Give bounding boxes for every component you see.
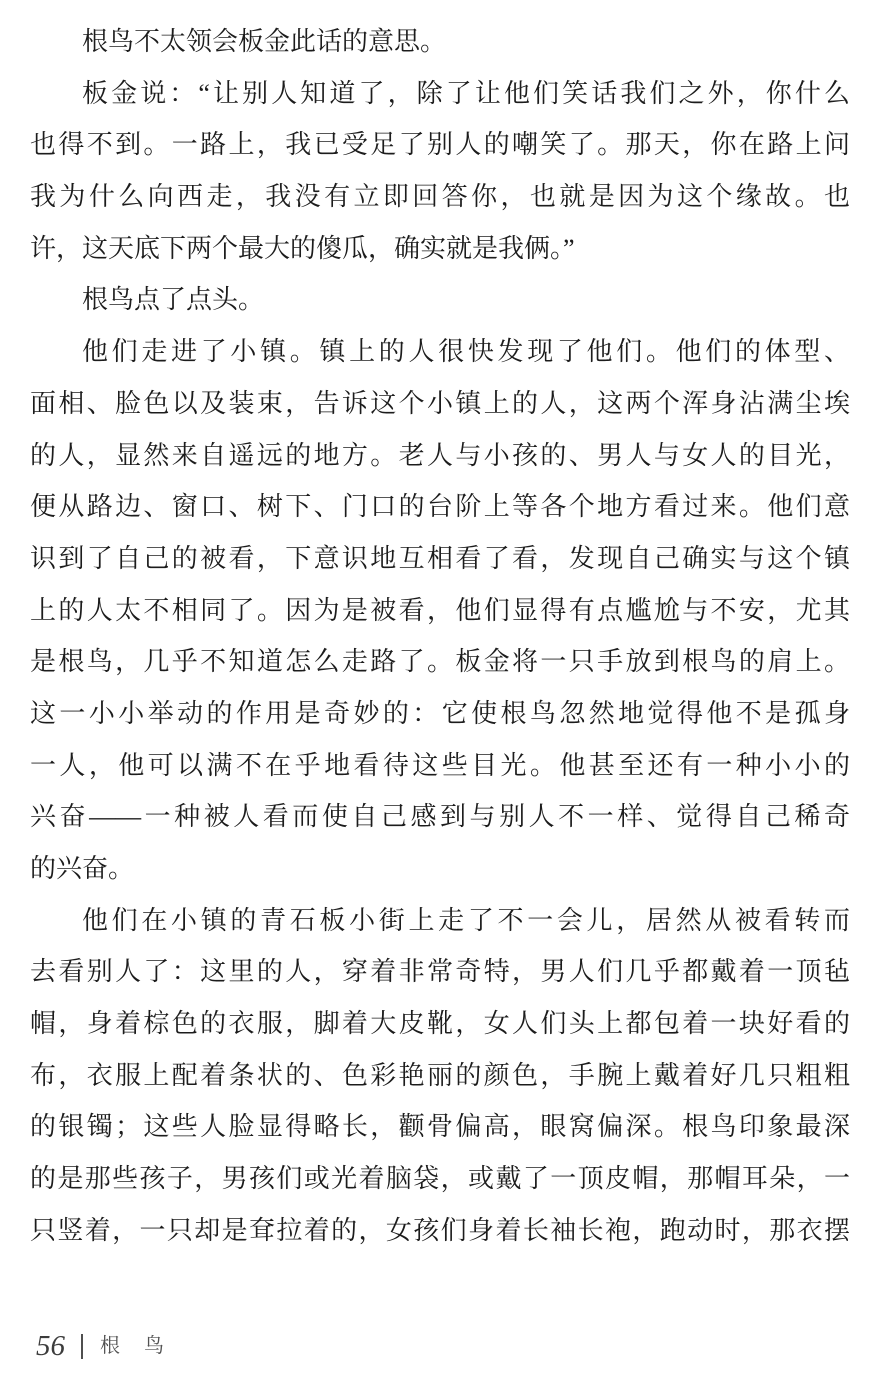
- text-line: 只竖着，一只却是耷拉着的，女孩们身着长袖长袍，跑动时，那衣摆: [30, 1215, 850, 1245]
- text-line: 的银镯；这些人脸显得略长，颧骨偏高，眼窝偏深。根鸟印象最深: [30, 1112, 850, 1142]
- text-line: 便从路边、窗口、树下、门口的台阶上等各个地方看过来。他们意: [30, 492, 850, 522]
- book-title: 根鸟: [100, 1335, 188, 1357]
- text-line: 的人，显然来自遥远的地方。老人与小孩的、男人与女人的目光，: [30, 440, 850, 470]
- text-line: 识到了自己的被看，下意识地互相看了看，发现自己确实与这个镇: [30, 543, 850, 573]
- text-line: 他们走进了小镇。镇上的人很快发现了他们。他们的体型、: [82, 337, 850, 367]
- text-line: 兴奋——一种被人看而使自己感到与别人不一样、觉得自己稀奇: [30, 802, 850, 832]
- text-line: 的是那些孩子，男孩们或光着脑袋，或戴了一顶皮帽，那帽耳朵，一: [30, 1164, 850, 1194]
- text-line: 许，这天底下两个最大的傻瓜，确实就是我俩。”: [30, 233, 575, 263]
- text-line: 一人，他可以满不在乎地看待这些目光。他甚至还有一种小小的: [30, 750, 850, 780]
- text-line: 是根鸟，几乎不知道怎么走路了。板金将一只手放到根鸟的肩上。: [30, 647, 850, 677]
- text-line: 布，衣服上配着条状的、色彩艳丽的颜色，手腕上戴着好几只粗粗: [30, 1060, 850, 1090]
- footer-divider: [81, 1334, 83, 1359]
- text-line: 的兴奋。: [30, 854, 135, 883]
- text-line: 我为什么向西走，我没有立即回答你，也就是因为这个缘故。也: [30, 182, 850, 212]
- text-line: 上的人太不相同了。因为是被看，他们显得有点尴尬与不安，尤其: [30, 595, 850, 625]
- text-line: 根鸟点了点头。: [82, 285, 265, 315]
- text-line: 面相、脸色以及装束，告诉这个小镇上的人，这两个浑身沾满尘埃: [30, 388, 850, 418]
- text-line: 这一小小举动的作用是奇妙的：它使根鸟忽然地觉得他不是孤身: [30, 698, 850, 728]
- text-line: 也得不到。一路上，我已受足了别人的嘲笑了。那天，你在路上问: [30, 130, 850, 160]
- text-line: 帽，身着棕色的衣服，脚着大皮靴，女人们头上都包着一块好看的: [30, 1009, 850, 1039]
- text-line: 去看别人了：这里的人，穿着非常奇特，男人们几乎都戴着一顶毡: [30, 957, 850, 987]
- page-footer: [36, 1328, 188, 1364]
- page-text: [30, 16, 850, 1257]
- text-line: 板金说：“让别人知道了，除了让他们笑话我们之外，你什么: [82, 78, 850, 108]
- text-line: 根鸟不太领会板金此话的意思。: [82, 27, 447, 56]
- text-line: 他们在小镇的青石板小街上走了不一会儿，居然从被看转而: [82, 905, 850, 935]
- page-number: 56: [36, 1330, 65, 1362]
